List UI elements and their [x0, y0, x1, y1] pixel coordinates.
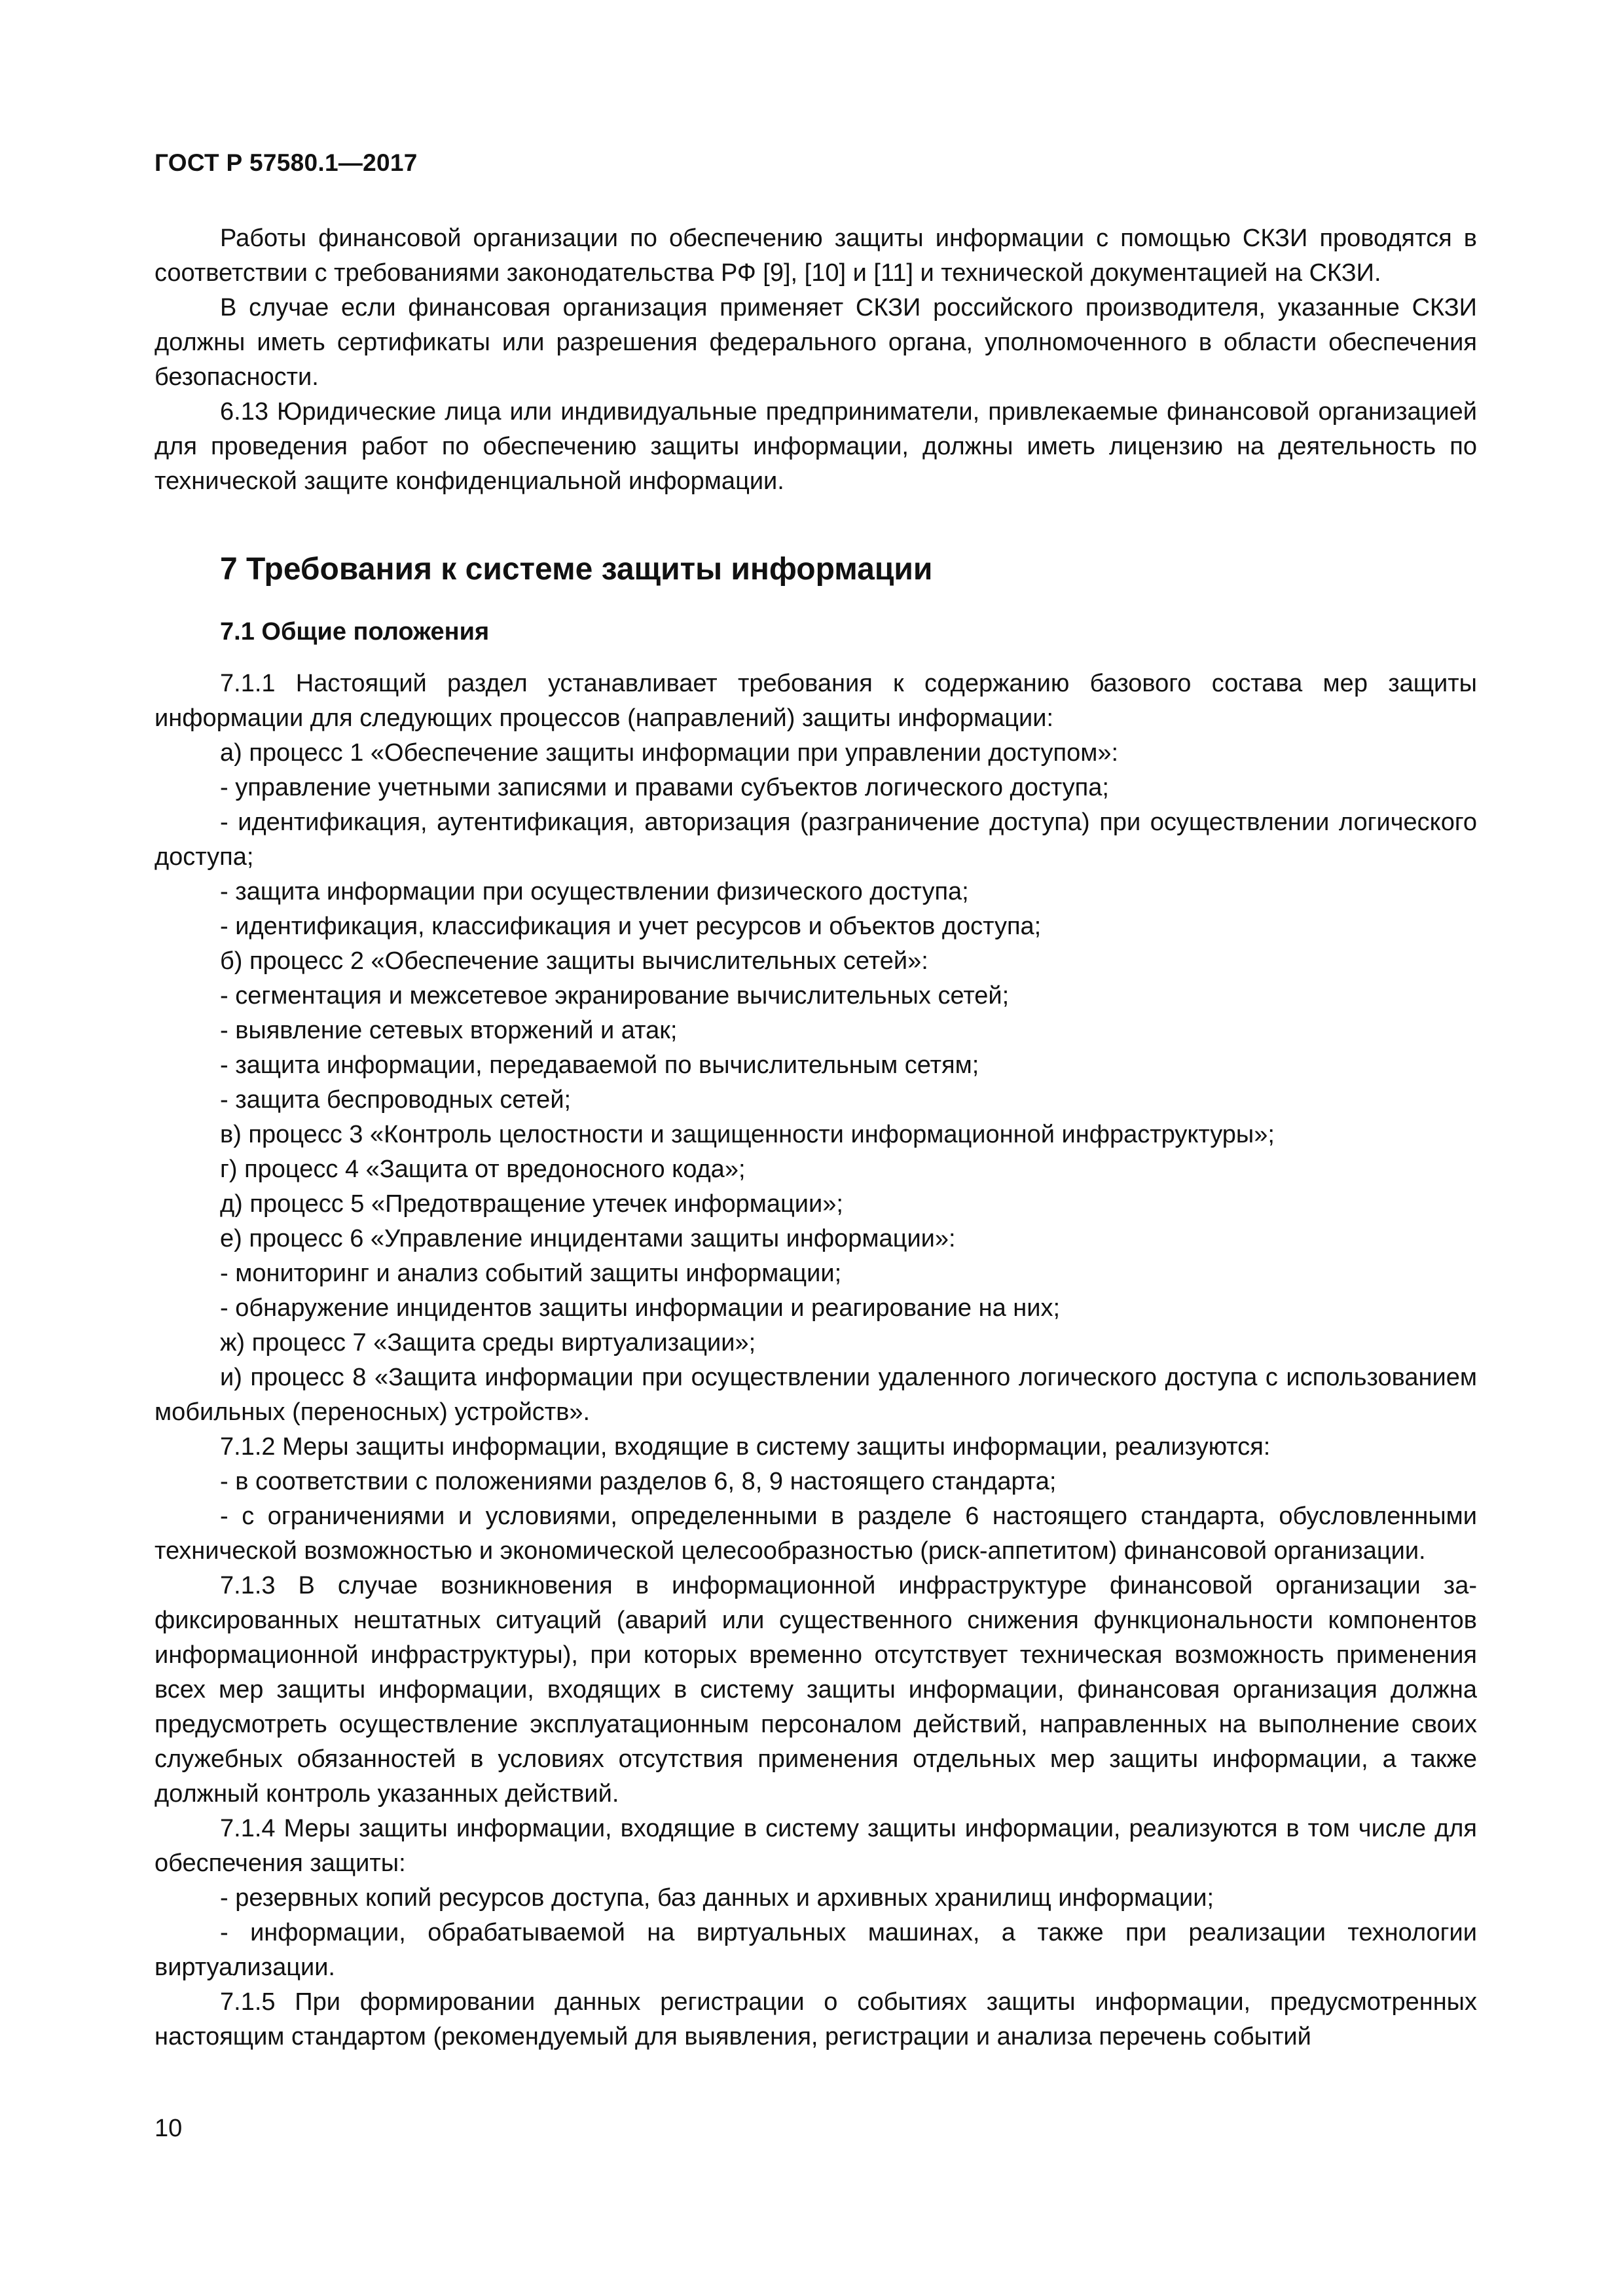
- list-item: - защита информации, передаваемой по вычислительным сетям;: [220, 1051, 979, 1079]
- list-item: и) процесс 8 «Защита информации при осуществлении удаленного логического доступа с использованием мобильных (переносных) устройств».: [155, 1364, 1477, 1426]
- paragraph: 7.1.5 При формировании данных регистрации о событиях защиты информации, предусмотренных настоящим стандартом (рекомендуемый для выявления, регистрации и анализа перечень событий: [155, 1988, 1477, 2050]
- paragraph: Работы финансовой организации по обеспечению защиты информации с помощью СКЗИ проводятся в соответствии с требованиями законодательства РФ [9], [10] и [11] и технической документацией на СКЗИ.: [155, 225, 1477, 287]
- paragraph: 6.13 Юридические лица или индивидуальные предприниматели, привлекаемые финансовой организацией для проведения работ по обеспечению защиты информации, должны иметь лицензию на деятельность по технической защите конфиденциальной информации.: [155, 398, 1477, 495]
- list-item: - управление учетными записями и правами субъектов логического доступа;: [220, 774, 1109, 801]
- list-item: - информации, обрабатываемой на виртуальных машинах, а также при реализации технологии виртуализации.: [155, 1919, 1477, 1981]
- paragraph: 7.1.4 Меры защиты информации, входящие в систему защиты информации, реализуются в том числе для обеспечения защиты:: [155, 1815, 1477, 1877]
- list-item: - идентификация, аутентификация, авторизация (разграничение доступа) при осуществлении логического доступа;: [155, 809, 1477, 871]
- list-item: - сегментация и межсетевое экранирование вычислительных сетей;: [220, 982, 1010, 1010]
- list-item: е) процесс 6 «Управление инцидентами защиты информации»:: [220, 1225, 956, 1252]
- list-item: д) процесс 5 «Предотвращение утечек информации»;: [220, 1190, 843, 1218]
- list-item: - мониторинг и анализ событий защиты информации;: [220, 1260, 842, 1287]
- list-item: - резервных копий ресурсов доступа, баз данных и архивных хранилищ информации;: [220, 1884, 1214, 1912]
- document-header: ГОСТ Р 57580.1—2017: [155, 149, 418, 176]
- list-item: - выявление сетевых вторжений и атак;: [220, 1017, 678, 1044]
- paragraph: 7.1.1 Настоящий раздел устанавливает требования к содержанию базового состава мер защиты информации для следующих процессов (направлений) защиты информации:: [155, 670, 1477, 732]
- list-item: - с ограничениями и условиями, определенными в разделе 6 настоящего стандарта, обусловленными технической возможностью и экономической целесообразностью (риск-аппетитом) финансовой организации.: [155, 1503, 1477, 1565]
- paragraph: 7.1.2 Меры защиты информации, входящие в систему защиты информации, реализуются:: [220, 1433, 1271, 1461]
- list-item: г) процесс 4 «Защита от вредоносного кода»;: [220, 1156, 746, 1183]
- list-item: б) процесс 2 «Обеспечение защиты вычислительных сетей»:: [220, 947, 928, 975]
- list-item: - идентификация, классификация и учет ресурсов и объектов доступа;: [220, 913, 1042, 940]
- page-number: 10: [155, 2115, 183, 2142]
- list-item: в) процесс 3 «Контроль целостности и защищенности информационной инфраструктуры»;: [220, 1121, 1275, 1148]
- list-item: ж) процесс 7 «Защита среды виртуализации»;: [220, 1329, 756, 1357]
- section-heading: 7 Требования к системе защиты информации: [220, 552, 933, 587]
- list-item: - защита беспроводных сетей;: [220, 1086, 572, 1114]
- list-item: а) процесс 1 «Обеспечение защиты информации при управлении доступом»:: [220, 739, 1119, 767]
- list-item: - защита информации при осуществлении физического доступа;: [220, 878, 969, 905]
- subsection-heading: 7.1 Общие положения: [220, 618, 490, 646]
- paragraph: 7.1.3 В случае возникновения в информационной инфраструктуре финансовой организации зафиксированных нештатных ситуаций (аварий или существенного снижения функциональности компонентов информационной инфраструктуры), при которых временно отсутствует техническая возможность применения всех мер защиты информации, входящих в систему защиты информации, финансовая организация должна предусмотреть осуществление эксплуатационным персоналом действий, направленных на выполнение своих служебных обязанностей в условиях отсутствия применения отдельных мер защиты информации, а также должный контроль указанных действий.: [155, 1572, 1477, 1808]
- page-body: [155, 221, 1477, 2054]
- list-item: - в соответствии с положениями разделов 6, 8, 9 настоящего стандарта;: [220, 1468, 1057, 1495]
- paragraph: В случае если финансовая организация применяет СКЗИ российского производителя, указанные СКЗИ должны иметь сертификаты или разрешения федерального органа, уполномоченного в области обеспечения безопасности.: [155, 294, 1477, 391]
- list-item: - обнаружение инцидентов защиты информации и реагирование на них;: [220, 1294, 1061, 1322]
